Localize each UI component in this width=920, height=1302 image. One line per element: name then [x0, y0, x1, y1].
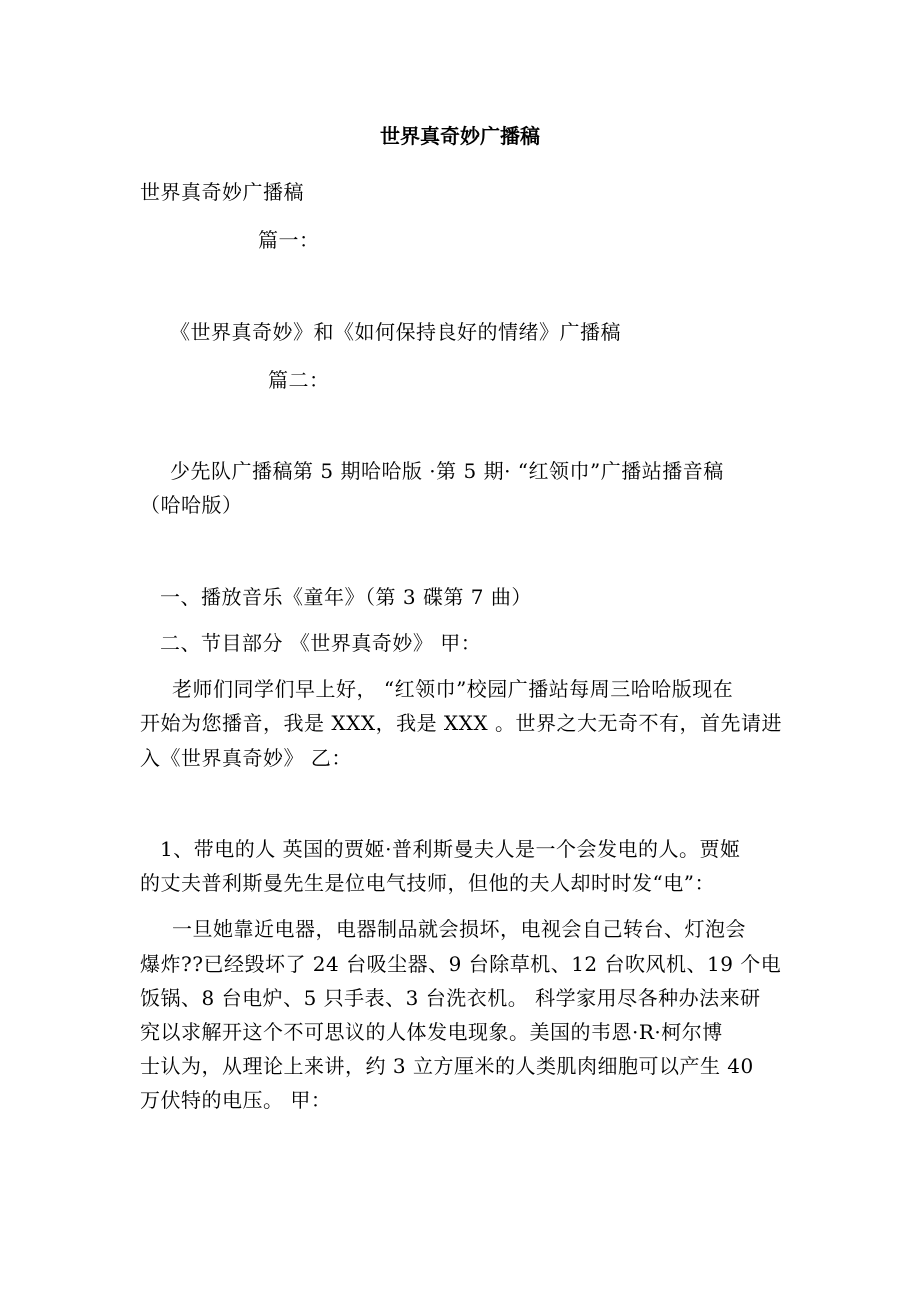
paragraph-1-line-3: 入《世界真奇妙》 乙：: [140, 746, 352, 770]
paragraph-2-line-1: 1、带电的人 英国的贾姬·普利斯曼夫人是一个会发电的人。贾姬: [160, 837, 741, 861]
paragraph-3-line-6: 万伏特的电压。 甲：: [140, 1088, 332, 1112]
section1-heading: 《世界真奇妙》和《如何保持良好的情绪》广播稿: [170, 320, 621, 344]
paragraph-3-line-5: 士认为，从理论上来讲，约 3 立方厘米的人类肌肉细胞可以产生 40: [140, 1054, 754, 1078]
section1-label: 篇一：: [258, 228, 320, 252]
paragraph-3-line-1: 一旦她靠近电器，电器制品就会损坏，电视会自己转台、灯泡会: [172, 917, 746, 941]
paragraph-1-line-1: 老师们同学们早上好， “红领巾”校园广播站每周三哈哈版现在: [172, 677, 734, 701]
section2-label: 篇二：: [268, 368, 330, 392]
intro-line-1: 少先队广播稿第 5 期哈哈版 ·第 5 期· “红领巾”广播站播音稿: [170, 459, 724, 483]
paragraph-3-line-2: 爆炸??已经毁坏了 24 台吸尘器、9 台除草机、12 台吹风机、19 个电: [140, 952, 782, 976]
paragraph-3-line-4: 究以求解开这个不可思议的人体发电现象。美国的韦恩·R·柯尔博: [140, 1020, 723, 1044]
paragraph-3-line-3: 饭锅、8 台电炉、5 只手表、3 台洗衣机。 科学家用尽各种办法来研: [140, 986, 761, 1010]
paragraph-2-line-2: 的丈夫普利斯曼先生是位电气技师，但他的夫人却时时发“电”：: [140, 871, 715, 895]
list-item-2: 二、节目部分 《世界真奇妙》 甲：: [160, 631, 482, 655]
list-item-1: 一、播放音乐《童年》（第 3 碟第 7 曲）: [160, 585, 532, 609]
intro-line-2: （哈哈版）: [140, 493, 243, 517]
paragraph-1-line-2: 开始为您播音，我是 XXX，我是 XXX 。世界之大无奇不有，首先请进: [140, 711, 783, 735]
document-title: 世界真奇妙广播稿: [380, 124, 540, 148]
document-subtitle: 世界真奇妙广播稿: [140, 180, 304, 204]
